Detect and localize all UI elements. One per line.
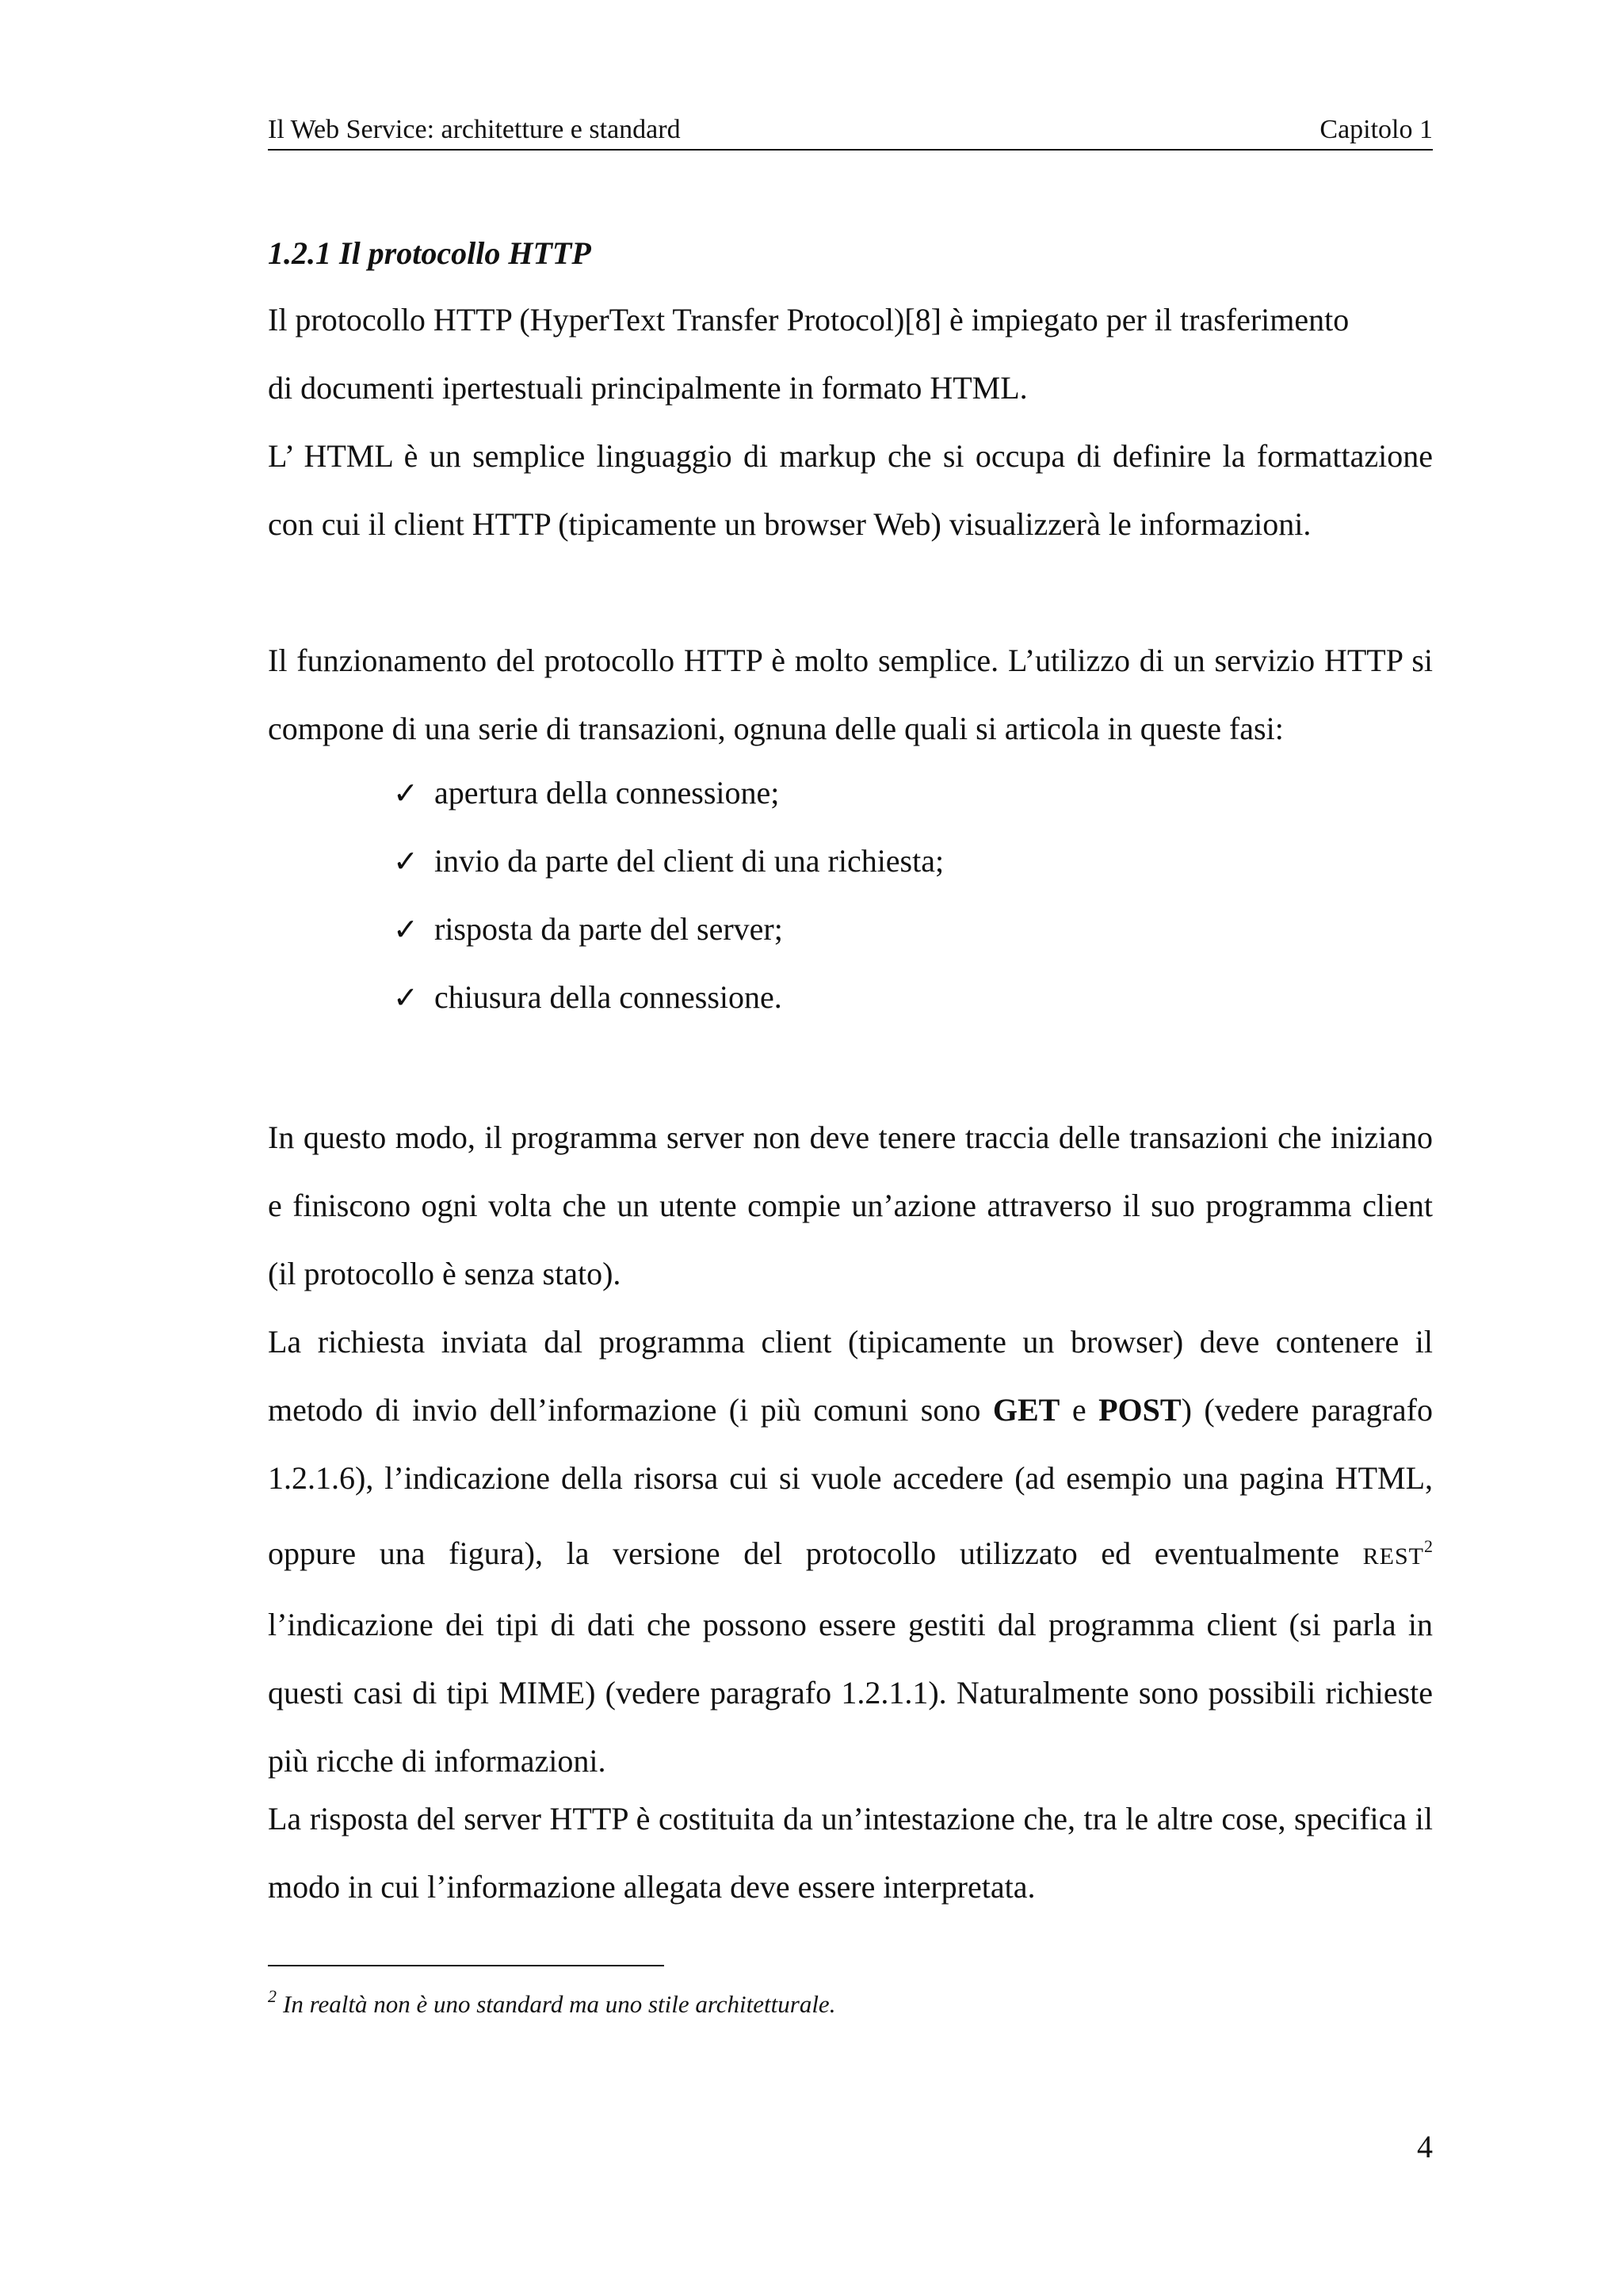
request-text-part-2: ) (vedere paragrafo 1.2.1.6), l’indicazione della risorsa cui si vuole accedere (ad esempio una pagina HTML, oppure una figura), la versione del protocollo utilizzato ed eventualmente — [268, 1392, 1433, 1571]
paragraph-html-definition: L’ HTML è un semplice linguaggio di markup che si occupa di definire la formattazione con cui il client HTTP (tipicamente un browser Web) visualizzerà le informazioni. — [268, 438, 1433, 542]
running-header-chapter: Capitolo 1 — [1319, 115, 1433, 144]
footnote — [268, 1978, 1433, 2023]
page-number: 4 — [1417, 2129, 1433, 2164]
list-item-text: risposta da parte del server; — [434, 911, 783, 947]
list-item — [393, 759, 944, 827]
paragraph-http-functioning: Il funzionamento del protocollo HTTP è molto semplice. L’utilizzo di un servizio HTTP si compone di una serie di transazioni, ognuna delle quali si articola in queste fasi: — [268, 643, 1433, 746]
check-mark-icon: ✓ — [393, 912, 418, 947]
footnote-reference: 2 — [1424, 1536, 1433, 1556]
paragraph-client-request — [268, 1308, 1433, 1795]
check-mark-icon: ✓ — [393, 776, 418, 810]
check-mark-icon: ✓ — [393, 844, 418, 879]
get-method: GET — [992, 1392, 1060, 1428]
paragraph-stateless-protocol: In questo modo, il programma server non deve tenere traccia delle transazioni che iniziano e finiscono ogni volta che un utente compie un’azione attraverso il suo programma client (il protocollo è senza stato). — [268, 1119, 1433, 1291]
list-item — [393, 827, 944, 895]
request-text-part-1: La richiesta inviata dal programma client (tipicamente un browser) deve contenere il metodo di invio dell’informazione (i più comuni sono — [268, 1324, 1433, 1428]
check-mark-icon: ✓ — [393, 980, 418, 1015]
request-text-part-3: l’indicazione dei tipi di dati che possono essere gestiti dal programma client (si parla in questi casi di tipi MIME) (vedere paragrafo 1.2.1.1). Naturalmente sono possibili richieste più ricche di informazioni. — [268, 1607, 1433, 1779]
footnote-mark: 2 — [268, 1986, 277, 2006]
list-item — [393, 895, 944, 963]
paragraph-server-response: La risposta del server HTTP è costituita da un’intestazione che, tra le altre cose, specifica il modo in cui l’informazione allegata deve essere interpretata. — [268, 1801, 1433, 1905]
list-item-text: apertura della connessione; — [434, 775, 780, 810]
paragraph-http-intro-line-1: Il protocollo HTTP (HyperText Transfer Protocol)[8] è impiegato per il trasferimento — [268, 302, 1350, 338]
post-method: POST — [1098, 1392, 1182, 1428]
transaction-phases-list — [393, 759, 944, 1032]
running-header — [268, 111, 1433, 151]
rest-label: REST — [1362, 1543, 1424, 1569]
list-item — [393, 963, 944, 1032]
list-item-text: invio da parte del client di una richiesta; — [434, 843, 945, 879]
running-header-title: Il Web Service: architetture e standard — [268, 115, 681, 144]
section-heading: 1.2.1 Il protocollo HTTP — [268, 235, 591, 271]
list-item-text: chiusura della connessione. — [434, 979, 782, 1015]
paragraph-http-intro-line-2: di documenti ipertestuali principalmente in formato HTML. — [268, 370, 1028, 406]
footnote-text: In realtà non è uno standard ma uno stile architetturale. — [283, 1990, 836, 2018]
footnote-divider — [268, 1965, 664, 1966]
method-conjunction: e — [1060, 1392, 1099, 1428]
